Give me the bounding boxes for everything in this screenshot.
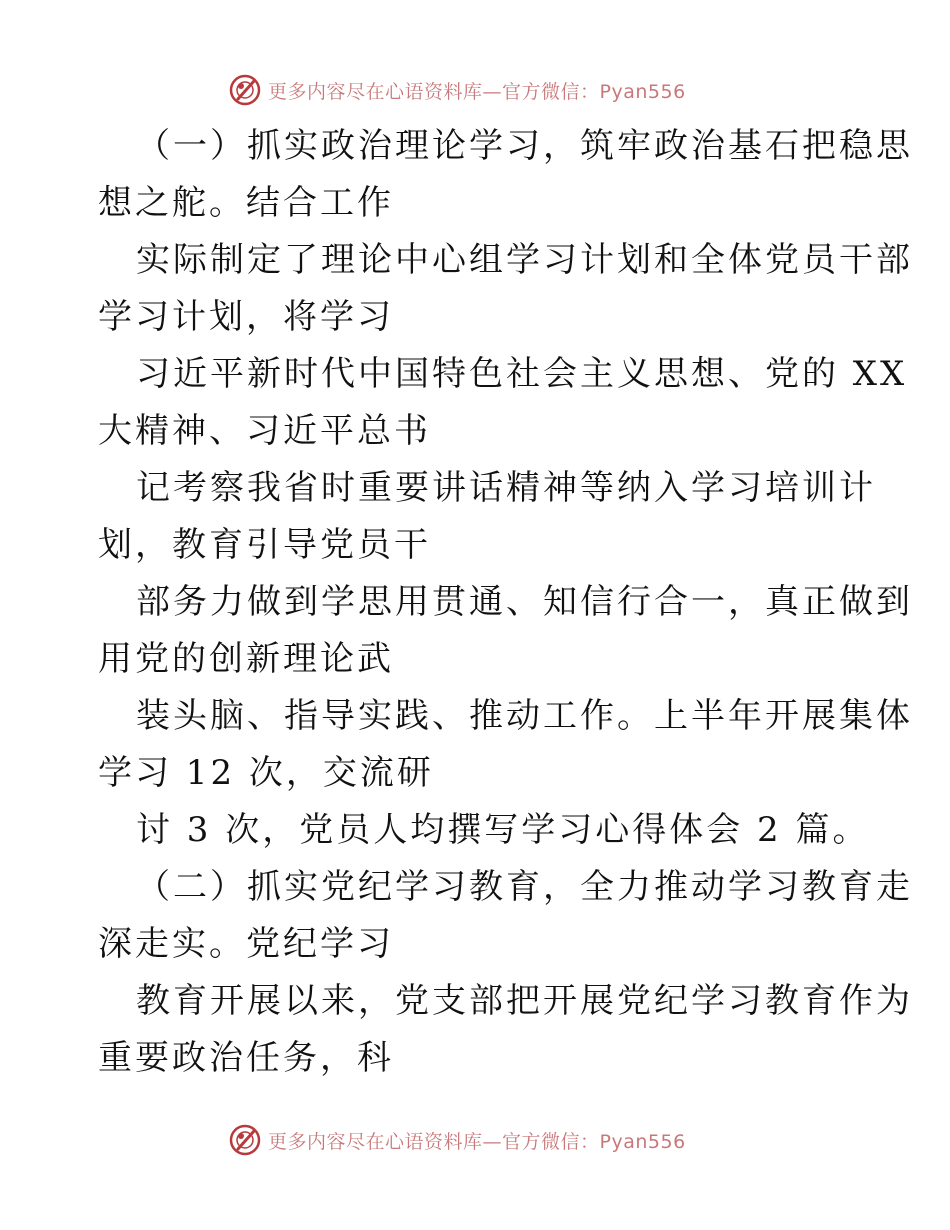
- footer-wechat-id: Pyan556: [599, 1130, 686, 1153]
- footer-banner-text: [268, 1127, 686, 1154]
- text-line: 想之舵。结合工作: [98, 183, 394, 223]
- header-brand-text: 更多内容尽在心语资料库: [268, 80, 483, 103]
- text-line: 装头脑、指导实践、推动工作。上半年开展集体: [136, 696, 913, 736]
- footer-separator: —: [482, 1130, 503, 1153]
- text-line: （一）抓实政治理论学习，筑牢政治基石把稳思: [136, 126, 913, 166]
- text-line: 深走实。党纪学习: [98, 924, 394, 964]
- footer-suffix: 官方微信：: [502, 1130, 600, 1153]
- header-suffix: 官方微信：: [502, 80, 600, 103]
- text-line: 部务力做到学思用贯通、知信行合一，真正做到: [136, 582, 913, 622]
- text-line: 大精神、习近平总书: [98, 411, 431, 451]
- text-line: 学习计划，将学习: [98, 297, 394, 337]
- text-line: 实际制定了理论中心组学习计划和全体党员干部: [136, 240, 913, 280]
- text-line: 学习 12 次，交流研: [98, 753, 434, 793]
- text-line: 重要政治任务，科: [98, 1038, 394, 1078]
- text-line: 教育开展以来，党支部把开展党纪学习教育作为: [136, 981, 913, 1021]
- header-separator: —: [482, 80, 503, 103]
- text-line: 用党的创新理论武: [98, 639, 394, 679]
- header-wechat-id: Pyan556: [599, 80, 686, 103]
- header-banner-text: [268, 77, 686, 104]
- text-line: 讨 3 次，党员人均撰写学习心得体会 2 篇。: [136, 810, 870, 850]
- footer-brand-text: 更多内容尽在心语资料库: [268, 1130, 483, 1153]
- text-line: 划，教育引导党员干: [98, 525, 431, 565]
- document-body: [98, 118, 913, 1087]
- brand-logo-icon: [228, 1123, 262, 1157]
- text-line: （二）抓实党纪学习教育，全力推动学习教育走: [136, 867, 913, 907]
- text-line: 习近平新时代中国特色社会主义思想、党的 XX: [136, 354, 908, 394]
- brand-logo-icon: [228, 73, 262, 107]
- text-line: 记考察我省时重要讲话精神等纳入学习培训计: [136, 468, 876, 508]
- footer-banner: [228, 1120, 748, 1160]
- header-banner: [228, 70, 748, 110]
